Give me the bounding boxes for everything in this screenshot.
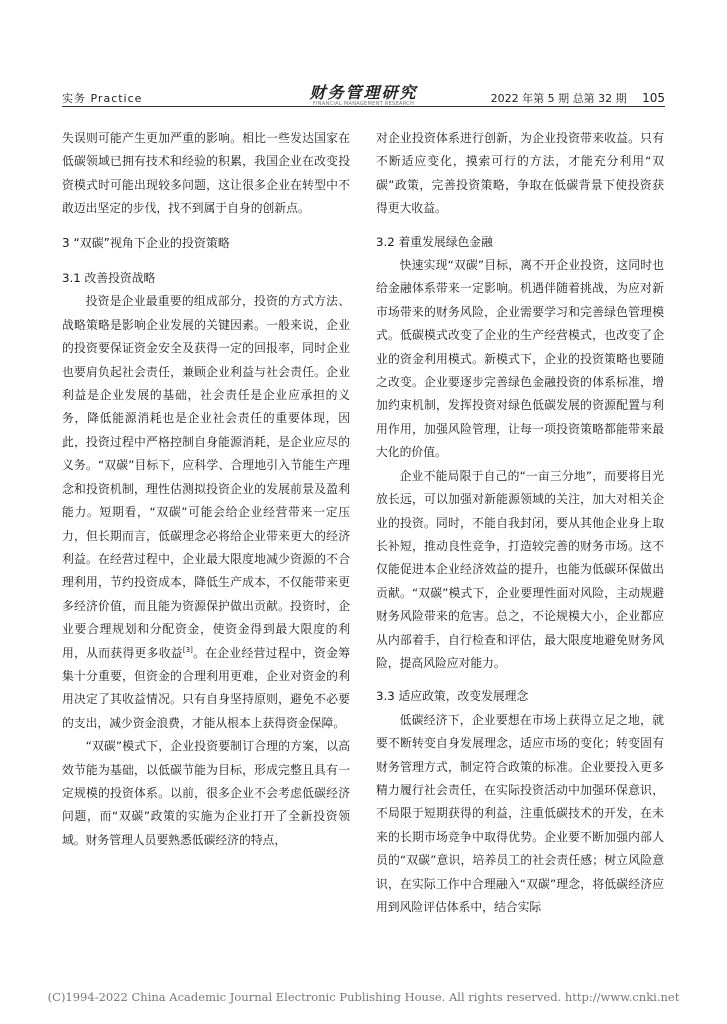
- paragraph: 快速实现“双碳”目标，离不开企业投资，这同时也给金融体系带来一定影响。机遇伴随着挑战，为应对新市场带来的财务风险，企业需要学习和完善绿色管理模式。低碳模式改变了企业的生产经营模式，也改变了企业的资金利用模式。新模式下，企业的投资策略也要随之改变。企业要逐步完善绿色金融投资的体系标准，增加约束机制，发挥投资对绿色低碳发展的资源配置与利用作用，加强风险管理，让每一项投资策略都能带来最大化的价值。: [376, 258, 664, 460]
- paragraph-text: 。在企业经营过程中，资金筹集十分重要，但资金的合理利用更难，企业对资金的利用决定了其收益情况。只有自身坚持原则，避免不必要的支出，减少资金浪费，才能从根本上获得资金保障。: [62, 645, 350, 730]
- paragraph: “双碳”模式下，企业投资要制订合理的方案，以高效节能为基础，以低碳节能为目标，形成完整且具有一定规模的投资体系。以前，很多企业不会考虑低碳经济问题，而“双碳”政策的实施为企业打开了全新投资领域。财务管理人员要熟悉低碳经济的特点，: [62, 739, 350, 847]
- page-header: [62, 84, 665, 106]
- journal-subtitle: FINANCIAL MANAGEMENT RESEARCH: [312, 101, 415, 107]
- journal-masthead: [309, 80, 417, 107]
- paragraph: 企业不能局限于自己的“一亩三分地”，而要将目光放长远，可以加强对新能源领域的关注，加大对相关企业的投资。同时，不能自我封闭，要从其他企业身上取长补短，推动良性竞争，打造较完善的财务市场。这不仅能促进本企业经济效益的提升，也能为低碳环保做出贡献。“双碳”模式下，企业要理性面对风险，主动规避财务风险带来的危害。总之，不论规模大小，企业都应从内部着手，自行检查和评估，最大限度地避免财务风险，提高风险应对能力。: [376, 468, 664, 670]
- page-number: 105: [642, 91, 665, 105]
- paragraph-continued: 对企业投资体系进行创新，为企业投资带来收益。只有不断适应变化，摸索可行的方法，才能充分利用“双碳”政策，完善投资策略，争取在低碳背景下使投资获得更大收益。: [376, 131, 664, 216]
- header-rule: [62, 106, 665, 107]
- paragraph-continued: 失误则可能产生更加严重的影响。相比一些发达国家在低碳领域已拥有技术和经验的积累，我国企业在改变投资模式时可能出现较多问题，这让很多企业在转型中不敢迈出坚定的步伐，找不到属于自身的创新点。: [62, 131, 350, 216]
- subsection-heading-3-3: 3.3 适应政策，改变发展理念: [376, 689, 529, 704]
- section-heading-3: 3 “双碳”视角下企业的投资策略: [62, 235, 230, 250]
- issue-info: 2022 年第 5 期 总第 32 期: [490, 92, 627, 105]
- journal-title: 财务管理研究: [309, 83, 418, 102]
- right-column: [376, 127, 664, 919]
- paragraph: [62, 290, 350, 735]
- section-label: 实务 Practice: [62, 92, 143, 105]
- issue-block: [491, 90, 665, 106]
- paragraph: 低碳经济下，企业要想在市场上获得立足之地，就要不断转变自身发展理念，适应市场的变化；转变固有财务管理方式，制定符合政策的标准。企业要投入更多精力履行社会责任，在实际投资活动中加强环保意识，不局限于短期获得的利益，注重低碳技术的开发，在未来的长期市场竞争中取得优势。企业要不断加强内部人员的“双碳”意识，培养员工的社会责任感；树立风险意识，在实际工作中合理融入“双碳”理念，将低碳经济应用到风险评估体系中，结合实际: [376, 712, 664, 914]
- citation-ref: [3]: [182, 645, 193, 654]
- subsection-heading-3-2: 3.2 着重发展绿色金融: [376, 234, 493, 249]
- left-column: [62, 127, 350, 852]
- copyright-footer: (C)1994-2022 China Academic Journal Electronic Publishing House. All rights reserved. http://www.cnki.net: [47, 990, 680, 1004]
- subsection-heading-3-1: 3.1 改善投资战略: [62, 271, 156, 286]
- paragraph-text: 投资是企业最重要的组成部分，投资的方式方法、战略策略是影响企业发展的关键因素。一般来说，企业的投资要保证资金安全及获得一定的回报率，同时企业也要肩负起社会责任，兼顾企业利益与社会责任。企业利益是企业发展的基础，社会责任是企业应承担的义务，降低能源消耗也是企业社会责任的重要体现，因此，投资过程中严格控制自身能源消耗，是企业应尽的义务。“双碳”目标下，应科学、合理地引入节能生产理念和投资机制，理性估测拟投资企业的发展前景及盈利能力。短期看，“双碳”可能会给企业经营带来一定压力，但长期而言，低碳理念必将给企业带来更大的经济利益。在经营过程中，企业最大限度地减少资源的不合理利用，节约投资成本，降低生产成本，不仅能带来更多经济价值，而且能为资源保护做出贡献。投资时，企业要合理规划和分配资金，使资金得到最大限度的利用，从而获得更多收益: [62, 294, 350, 660]
